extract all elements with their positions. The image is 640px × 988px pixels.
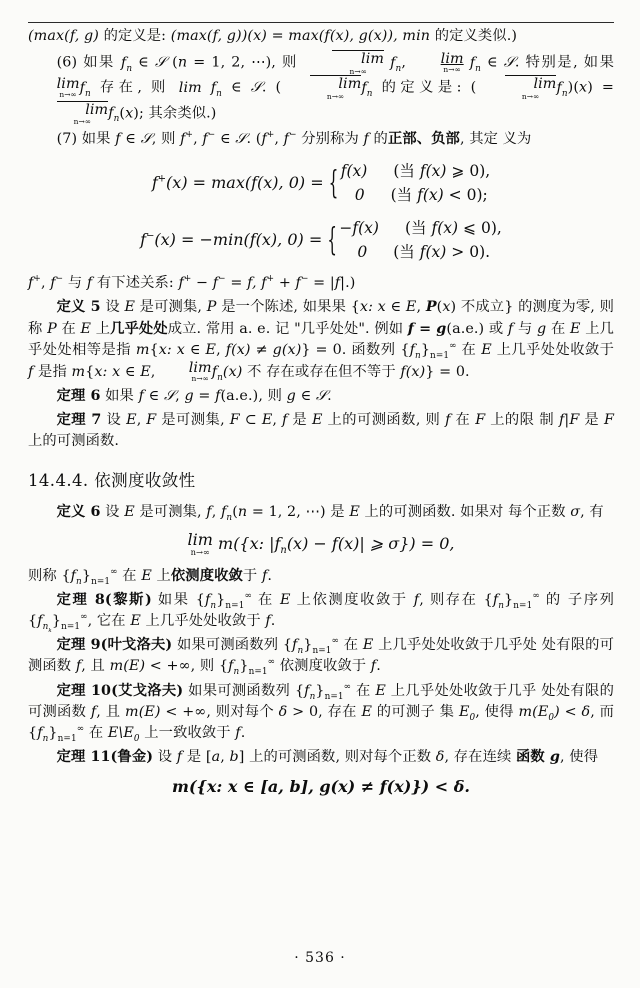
paragraph-definition-6: 定义 6 设 E 是可测集, f, $f_n(n = 1$, 2, ⋯) 是 E 上的可测函数. 如果对 每个正数 σ, 有 (56, 503, 604, 523)
equation-measure-convergence: lim n→∞ m({x: $|f_n(x) - f(x)|$ ⩾ σ}) = 0, (187, 530, 455, 558)
page-top-rule (28, 22, 614, 23)
label-theorem-9: 定理 9(叶戈洛夫) (56, 637, 173, 654)
paragraph-max-definition: (max(f, g) 的定义是: (max(f, g))(x) = max(f(x), g(x)), min 的定义类似.) (28, 28, 518, 44)
paragraph-theorem-11: 定理 11(鲁金) 设 f 是 [a, b] 上的可测函数, 则对每个正数 δ, 存在连续 函数 g, 使得 (56, 749, 599, 766)
page-number: · 536 · (294, 950, 346, 966)
equation-f-minus: f−(x) = −min(f(x), 0) = { −f(x) (当 f(x) ⩽ 0), 0 (当 f(x) > 0). (140, 219, 502, 262)
paragraph-definition-5: 定义 5 设 E 是可测集, P 是一个陈述, 如果果 {x: x ∈ E, P(x) 不成立} 的测度为零, 则称 P 在 E 上几乎处处成立. 常用 a. e. 记 "几乎处处". 例如 f = g(a.e.) 或 f 与 g 在 E 上几乎处处相等是指 m{x: x ∈ E, f(x) ≠ g(x)} = 0. 函数列 $\{f_n\}_{n=1}^\infty$ 在 E 上几乎处处收敛于 f 是指 m{x: x ∈ E, lim n→∞ $f_n(x)$ 不 存在或存在但不等于 f(x)} = 0. (28, 299, 615, 384)
paragraph-theorem-6: 定理 6 如果 f ∈ 𝒮, g = f(a.e.), 则 g ∈ 𝒮. (56, 388, 332, 405)
paragraph-plus-minus-relation: f+, f− 与 f 有下述关系: f+ − f− = f, f+ + f− = |f|.) (28, 274, 356, 292)
label-theorem-10: 定理 10(艾戈洛夫) (56, 682, 184, 699)
paragraph-theorem-10: 定理 10(艾戈洛夫) 如果可测函数列 $\{f_n\}_{n=1}^\infty$ 在 E 上几乎处处收敛于几乎 处处有限的可测函数 f, 且 m(E) < +∞, 则对每个 δ > 0, 存在 E 的可测子 集 $E_0$, 使得 $m(E_0) < \delta$, 而 $\{f_n\}_{n=1}^\infty$ 在 $E\backslash E_0$ 上一致收敛于 f. (28, 681, 615, 744)
paragraph-item-6: (6) 如果 $f_n$ ∈ 𝒮 (n = 1, 2, ⋯), 则 lim n→∞ $f_n$, lim n→∞ $f_n$ ∈ 𝒮. 特别是, 如果 lim n→∞ $f_n$ 存在, 则 $\lim f_n$ ∈ 𝒮. ( lim n→∞ $f_n$ 的定义是: ( lim n→∞ $f_n)(x) = \lim$ n→∞ $f_n(x)$; 其余类似.) (56, 50, 614, 127)
equation-f-plus: f+(x) = max(f(x), 0) = { f(x) (当 f(x) ⩾ 0), 0 (当 f(x) < 0); (151, 162, 491, 205)
equation-luzin: m({x: x ∈ [a, b], g(x) ≠ f(x)}) < δ. (172, 777, 470, 797)
paragraph-theorem-8: 定理 8(黎斯) 如果 $\{f_n\}_{n=1}^\infty$ 在 E 上依测度收敛于 f, 则存在 $\{f_n\}_{n=1}^\infty$ 的 子序列 $\{f_{n_k}\}_{n=1}^\infty$, 它在 E 上几乎处处收敛于 f. (28, 591, 614, 634)
paragraph-theorem-9: 定理 9(叶戈洛夫) 如果可测函数列 $\{f_n\}_{n=1}^\infty$ 在 E 上几乎处处收敛于几乎处 处有限的可测函数 f, 且 m(E) < +∞, 则 $\{f_n\}_{n=1}^\infty$ 依测度收敛于 f. (28, 636, 615, 678)
label-theorem-11: 定理 11(鲁金) (56, 749, 154, 766)
paragraph-definition-6-tail: 则称 $\{f_n\}_{n=1}^\infty$ 在 E 上依测度收敛于 f. (28, 567, 272, 587)
label-definition-6: 定义 6 (56, 503, 101, 520)
label-definition-5: 定义 5 (56, 299, 101, 316)
label-theorem-7: 定理 7 (56, 412, 102, 429)
label-theorem-8: 定理 8(黎斯) (56, 591, 152, 608)
label-theorem-6: 定理 6 (56, 388, 101, 405)
paragraph-theorem-7: 定理 7 设 E, F 是可测集, F ⊂ E, f 是 E 上的可测函数, 则 f 在 F 上的限 制 f|F 是 F 上的可测函数. (28, 412, 615, 450)
paragraph-item-7: (7) 如果 f ∈ 𝒮, 则 f+, f− ∈ 𝒮. (f+, f− 分别称为 f 的正部、负部, 其定 义为 (56, 130, 532, 147)
section-heading (28, 469, 614, 493)
section-title: 依测度收敛性 (94, 470, 196, 490)
page-body (28, 26, 614, 926)
section-number: 14.4.4. (28, 470, 89, 490)
